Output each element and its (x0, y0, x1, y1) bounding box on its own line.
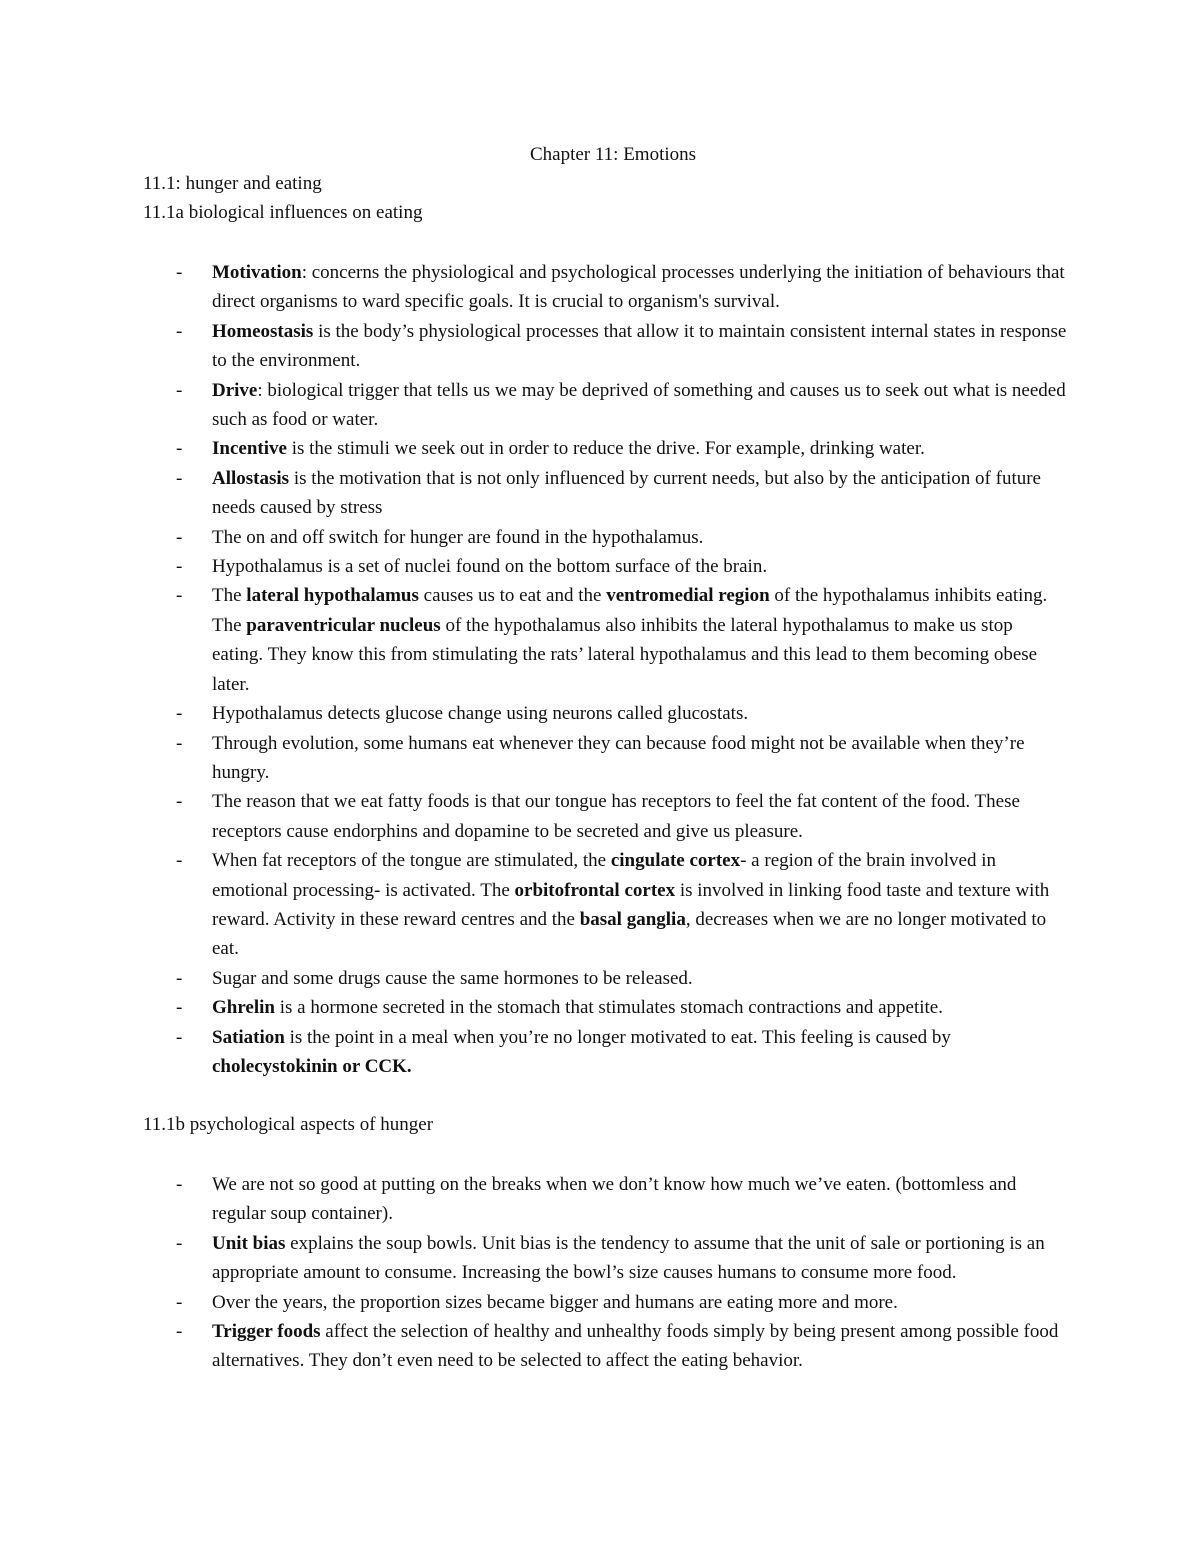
section-heading-11-1a: 11.1a biological influences on eating (143, 202, 423, 223)
bullet-item (0, 581, 1067, 699)
section-heading-11-1b: 11.1b psychological aspects of hunger (143, 1114, 434, 1135)
bullet-text: of the hypothalamus also inhibits the lateral hypothalamus to make us stop eating. They know this from stimulating the rats’ lateral hypothalamus and this lead to them becoming obese later. (212, 614, 1038, 695)
bullet-item (0, 434, 1067, 463)
bullet-text: affect the selection of healthy and unhealthy foods simply by being present among possible food alternatives. They don’t even need to be selected to affect the eating behavior. (212, 1321, 1059, 1372)
bullet-text: is a hormone secreted in the stomach that stimulates stomach contractions and appetite. (275, 997, 943, 1019)
bullet-item (0, 1170, 1067, 1229)
bullet-text: Through evolution, some humans eat whenever they can because food might not be available when they’re hungry. (212, 732, 1025, 783)
bullet-item (0, 258, 1067, 317)
bullet-item (0, 317, 1067, 376)
bullet-item (0, 1023, 1067, 1082)
bullet-text: is the motivation that is not only influenced by current needs, but also by the anticipation of future needs caused by stress (212, 467, 1041, 519)
bold-term: orbitofrontal cortex (514, 879, 676, 901)
bullet-item (0, 1317, 1067, 1376)
bullet-text: - a region of the brain involved in emotional processing- is activated. The (212, 850, 997, 901)
bullet-text: Sugar and some drugs cause the same hormones to be released. (212, 967, 693, 989)
bold-term: Allostasis (212, 467, 290, 489)
bullet-item (0, 729, 1067, 788)
bullet-text: causes us to eat and the (418, 585, 607, 607)
bullet-item (0, 1288, 1067, 1317)
bullet-item (0, 376, 1067, 435)
bullet-text: , decreases when we are no longer motivated to eat. (212, 908, 1047, 960)
bullet-item (0, 699, 1067, 728)
bold-term: Ghrelin (212, 997, 275, 1019)
bullet-item (0, 787, 1067, 846)
bullet-item (0, 1229, 1067, 1288)
bullet-text: Hypothalamus detects glucose change using neurons called glucostats. (212, 703, 749, 725)
bold-term: ventromedial region (606, 585, 770, 607)
bold-term: Drive (212, 379, 258, 401)
bullet-text: explains the soup bowls. Unit bias is the tendency to assume that the unit of sale or portioning is an appropriate amount to consume. Increasing the bowl’s size causes humans to consume more food. (212, 1232, 1045, 1284)
bullet-text: Hypothalamus is a set of nuclei found on the bottom surface of the brain. (212, 556, 768, 578)
bullet-text: When fat receptors of the tongue are stimulated, the (212, 850, 611, 872)
section-heading-11-1: 11.1: hunger and eating (143, 173, 322, 194)
bullet-item (0, 523, 1067, 552)
bullet-item (0, 964, 1067, 993)
bullet-item (0, 552, 1067, 581)
bold-term: cholecystokinin or CCK. (212, 1055, 412, 1077)
bullet-item (0, 993, 1067, 1022)
bold-term: paraventricular nucleus (246, 614, 441, 636)
bullet-text: The on and off switch for hunger are found in the hypothalamus. (212, 526, 704, 548)
bullet-text: is the stimuli we seek out in order to reduce the drive. For example, drinking water. (286, 438, 925, 460)
bold-term: lateral hypothalamus (246, 585, 419, 607)
bullet-item (0, 464, 1067, 523)
bold-term: basal ganglia (579, 908, 686, 930)
bold-term: Homeostasis (212, 320, 314, 342)
bullet-text: We are not so good at putting on the breaks when we don’t know how much we’ve eaten. (bottomless and regular soup container). (212, 1174, 1017, 1225)
bold-term: cingulate cortex (610, 850, 741, 872)
bullet-item (0, 846, 1067, 964)
bullet-text: : biological trigger that tells us we may be deprived of something and causes us to seek out what is needed such as food or water. (212, 379, 1066, 431)
bullet-text: The (212, 585, 247, 607)
chapter-title: Chapter 11: Emotions (529, 144, 697, 165)
bullet-text: of the hypothalamus inhibits eating. The (212, 585, 1048, 636)
bullet-text: Over the years, the proportion sizes became bigger and humans are eating more and more. (212, 1291, 898, 1313)
bullet-text: is the body’s physiological processes that allow it to maintain consistent internal states in response to the environment. (212, 320, 1067, 372)
bold-term: Satiation (212, 1026, 285, 1048)
bullet-list-biological (0, 258, 1200, 1081)
bold-term: Unit bias (212, 1232, 286, 1254)
bold-term: Motivation (212, 262, 302, 283)
bullet-list-psychological (0, 1170, 1200, 1376)
bullet-text: is the point in a meal when you’re no longer motivated to eat. This feeling is caused by (284, 1026, 951, 1048)
bullet-text: is involved in linking food taste and texture with reward. Activity in these reward centres and the (212, 879, 1050, 930)
bullet-text: : concerns the physiological and psychological processes underlying the initiation of behaviours that direct organisms to ward specific goals. It is crucial to organism's survival. (212, 262, 1065, 313)
bold-term: Incentive (212, 438, 287, 460)
bold-term: Trigger foods (212, 1321, 321, 1343)
bullet-text: The reason that we eat fatty foods is that our tongue has receptors to feel the fat content of the food. These receptors cause endorphins and dopamine to be secreted and give us pleasure. (212, 791, 1020, 842)
